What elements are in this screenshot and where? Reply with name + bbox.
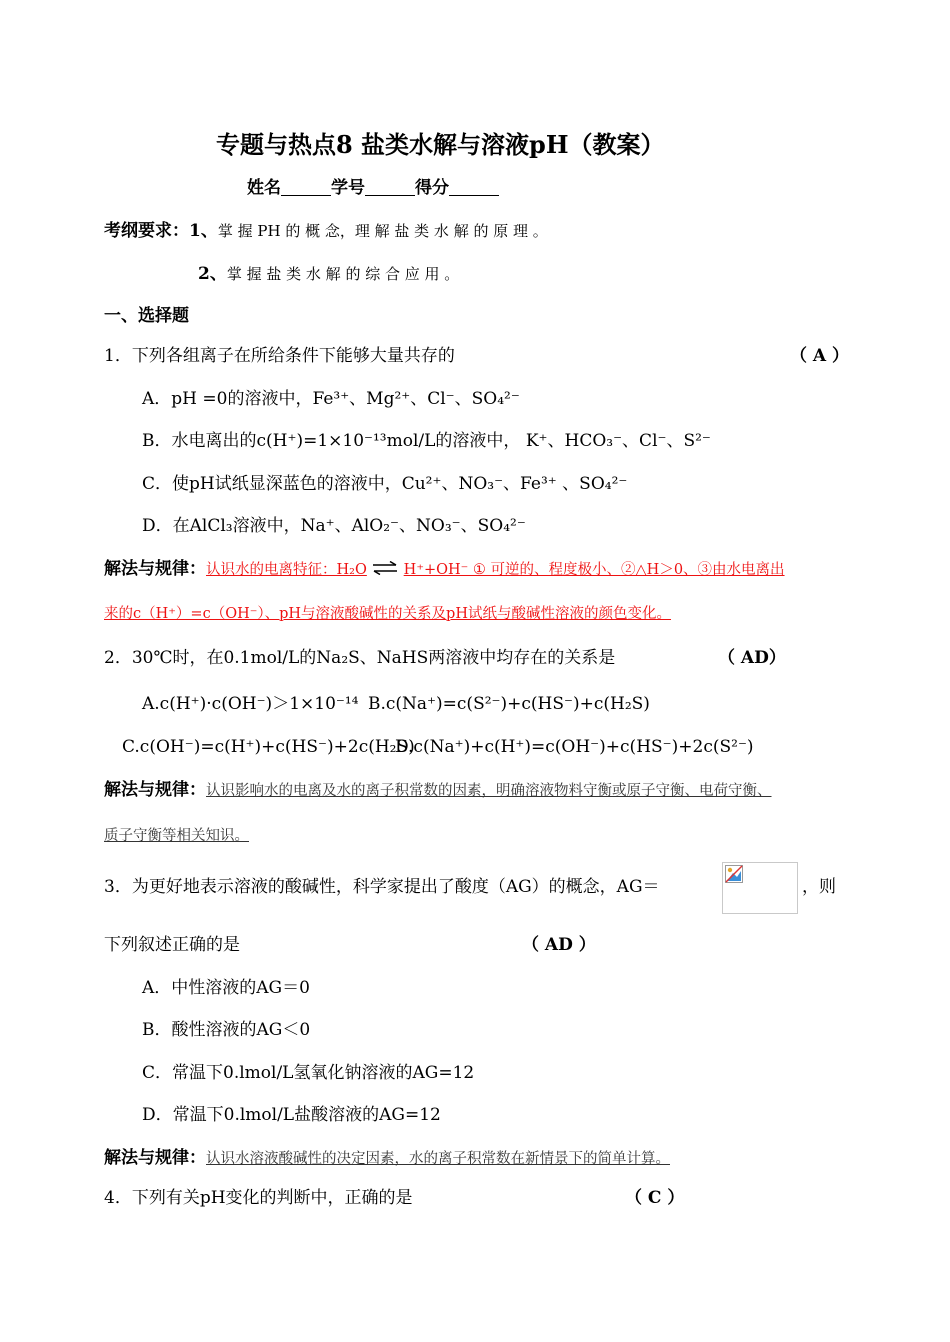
q2-stem: 2．30℃时，在0.1mol/L的Na₂S、NaHS两溶液中均存在的关系是 — [104, 648, 616, 668]
q2-method — [104, 779, 772, 802]
q1-option-b: B．水电离出的c(H⁺)=1×10⁻¹³mol/L的溶液中， K⁺、HCO₃⁻、Cl⁻、S²⁻ — [142, 431, 711, 451]
q3-option-d: D．常温下0.lmol/L盐酸溶液的AG=12 — [142, 1105, 441, 1125]
requirement-2 — [198, 263, 459, 285]
q3-stem-line2: 下列叙述正确的是 — [104, 935, 240, 955]
id-blank — [365, 177, 415, 196]
broken-image-icon — [725, 865, 743, 883]
q2-option-d: D.c(Na⁺)+c(H⁺)=c(OH⁻)+c(HS⁻)+2c(S²⁻) — [395, 737, 754, 757]
q2-option-c: C.c(OH⁻)=c(H⁺)+c(HS⁻)+2c(H₂S) — [122, 737, 415, 757]
name-label: 姓名 — [247, 178, 281, 198]
q3-stem-part1: 3．为更好地表示溶液的酸碱性，科学家提出了酸度（AG）的概念，AG＝ — [104, 877, 660, 897]
q2-answer: （ AD） — [718, 648, 786, 668]
q2-method-line2: 质子守衡等相关知识。 — [104, 828, 249, 844]
q2-option-b: B.c(Na⁺)=c(S²⁻)+c(HS⁻)+c(H₂S) — [368, 694, 650, 714]
page-title: 专题与热点8 盐类水解与溶液pH（教案） — [216, 130, 665, 159]
q4-answer: （ C ） — [625, 1188, 685, 1208]
q3-method-label: 解法与规律： — [104, 1148, 206, 1168]
student-info — [247, 177, 499, 199]
requirement-2-text: 掌 握 盐 类 水 解 的 综 合 应 用 。 — [226, 265, 460, 283]
q1-method-part2: H⁺+OH⁻ ① 可逆的、程度极小、②△H＞0、③由水电离出 — [403, 562, 785, 578]
requirement-1-text: 掌 握 PH 的 概 念，理 解 盐 类 水 解 的 原 理 。 — [217, 222, 548, 240]
score-blank — [449, 177, 499, 196]
q1-method — [104, 558, 785, 581]
q1-method-label: 解法与规律： — [104, 559, 206, 579]
requirement-2-num: 2、 — [198, 264, 227, 284]
q4-stem: 4．下列有关pH变化的判断中，正确的是 — [104, 1188, 413, 1208]
requirement-1 — [104, 220, 548, 242]
q2-method-label: 解法与规律： — [104, 780, 206, 800]
q4-answer-value: C — [647, 1188, 662, 1208]
q2-method-line1: 认识影响水的电离及水的离子积常数的因素，明确溶液物料守衡或原子守衡、电荷守衡、 — [206, 783, 772, 799]
reversible-arrow-icon — [372, 559, 398, 581]
q2-answer-value: AD — [740, 648, 769, 668]
ag-formula-image — [722, 862, 798, 914]
q3-answer: （ AD ） — [522, 935, 596, 955]
name-blank — [281, 177, 331, 196]
q1-option-d: D．在AlCl₃溶液中，Na⁺、AlO₂⁻、NO₃⁻、SO₄²⁻ — [142, 516, 526, 536]
q1-stem: 1．下列各组离子在所给条件下能够大量共存的 — [104, 346, 455, 366]
q3-option-a: A．中性溶液的AG＝0 — [142, 978, 310, 998]
requirements-label: 考纲要求： — [104, 221, 189, 241]
q3-answer-value: AD — [544, 935, 573, 955]
q3-option-c: C．常温下0.lmol/L氢氧化钠溶液的AG=12 — [142, 1063, 475, 1083]
q1-option-a: A．pH =0的溶液中，Fe³⁺、Mg²⁺、Cl⁻、SO₄²⁻ — [142, 389, 520, 409]
q3-method — [104, 1147, 670, 1170]
q2-option-a: A.c(H⁺)·c(OH⁻)＞1×10⁻¹⁴ — [142, 694, 359, 714]
q1-method-part1: 认识水的电离特征：H₂O — [206, 562, 367, 578]
q1-answer-value: A — [812, 346, 827, 366]
score-label: 得分 — [415, 178, 449, 198]
q1-option-c: C．使pH试纸显深蓝色的溶液中，Cu²⁺、NO₃⁻、Fe³⁺ 、SO₄²⁻ — [142, 474, 628, 494]
q1-answer: （ A ） — [790, 346, 850, 366]
q3-option-b: B．酸性溶液的AG＜0 — [142, 1020, 311, 1040]
id-label: 学号 — [331, 178, 365, 198]
section-heading: 一、选择题 — [104, 306, 189, 326]
q3-stem-part2: ，则 — [802, 877, 836, 897]
requirement-1-num: 1、 — [189, 221, 218, 241]
q3-method-text: 认识水溶液酸碱性的决定因素，水的离子积常数在新情景下的简单计算。 — [206, 1151, 670, 1167]
q1-method-line2: 来的c（H⁺）=c（OH⁻）、pH与溶液酸碱性的关系及pH试纸与酸碱性溶液的颜色变化。 — [104, 606, 671, 622]
